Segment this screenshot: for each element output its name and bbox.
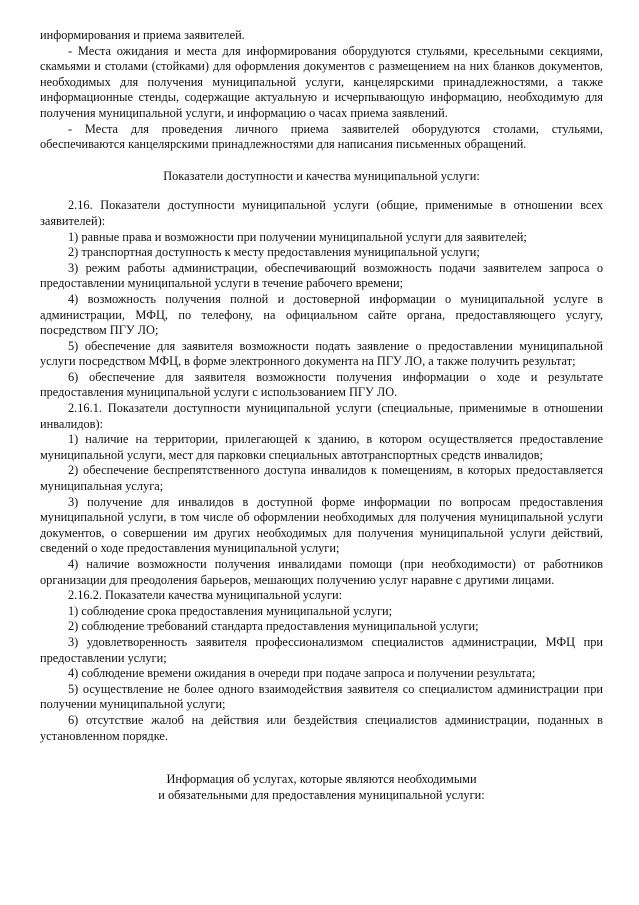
paragraph: 1) наличие на территории, прилегающей к зданию, в котором осуществляется предоставление муниципальной услуги, мест для парковки специальных автотранспортных средств инвалидов; (40, 432, 603, 462)
spacer (40, 744, 603, 772)
paragraph: 6) обеспечение для заявителя возможности получения информации о ходе и результате предоставления муниципальной услуги с использованием ПГУ ЛО. (40, 369, 603, 400)
paragraph: 5) обеспечение для заявителя возможности подать заявление о предоставлении муниципальной услуги посредством МФЦ, в форме электронного документа на ПГУ ЛО, а также получить результат; (40, 338, 603, 369)
document-page (40, 28, 603, 803)
paragraph: 2.16.1. Показатели доступности муниципальной услуги (специальные, применимые в отношении инвалидов): (40, 401, 603, 431)
paragraph: 2) соблюдение требований стандарта предоставления муниципальной услуги; (68, 619, 479, 634)
paragraph: 3) получение для инвалидов в доступной форме информации по вопросам предоставления муниципальной услуги, в том числе об оформлении необходимых для получения муниципальной услуги документов, о совершении им других необходимых для получения муниципальной услуги действий, сведений о ходе предоставления муниципальной услуги; (40, 494, 603, 556)
paragraph: - Места для проведения личного приема заявителей оборудуются столами, стульями, обеспечиваются канцелярскими принадлежностями для написания письменных обращений. (40, 121, 603, 152)
paragraph: 1) соблюдение срока предоставления муниципальной услуги; (68, 603, 393, 618)
paragraph: 2.16.2. Показатели качества муниципальной услуги: (68, 588, 342, 603)
paragraph: 3) режим работы администрации, обеспечивающий возможность подачи заявителем запроса о предоставлении муниципальной услуги в течение рабочего времени; (40, 260, 603, 291)
paragraph: 4) возможность получения полной и достоверной информации о муниципальной услуге в администрации, МФЦ, по телефону, на официальном сайте органа, предоставляющего услугу, посредством ПГУ ЛО; (40, 291, 603, 338)
paragraph: - Места ожидания и места для информирования оборудуются стульями, кресельными секциями, скамьями и столами (стойками) для оформления документов с размещением на них бланков документов, необходимых для получения муниципальной услуги, канцелярскими принадлежностями, а также информационные стенды, содержащие актуальную и исчерпывающую информацию, необходимую для получения муниципальной услуги, и информацию о часах приема заявлений. (40, 43, 603, 120)
spacer (40, 153, 603, 169)
paragraph: 1) равные права и возможности при получении муниципальной услуги для заявителей; (68, 229, 527, 244)
section-heading: Показатели доступности и качества муниципальной услуги: (163, 168, 480, 183)
paragraph: 2.16. Показатели доступности муниципальной услуги (общие, применимые в отношении всех заявителей): (40, 198, 603, 228)
paragraph: 3) удовлетворенность заявителя профессионализмом специалистов администрации, МФЦ при предоставлении услуги; (40, 634, 603, 665)
paragraph: 4) наличие возможности получения инвалидами помощи (при необходимости) от работников организации для преодоления барьеров, мешающих получению услуг наравне с другими лицами. (40, 557, 603, 587)
paragraph: информирования и приема заявителей. (40, 28, 245, 42)
spacer (40, 184, 603, 198)
paragraph: 6) отсутствие жалоб на действия или бездействия специалистов администрации, поданных в установленном порядке. (40, 712, 603, 743)
paragraph: 4) соблюдение времени ожидания в очереди при подаче запроса и получении результата; (68, 666, 536, 681)
section-heading: и обязательными для предоставления муниципальной услуги: (158, 787, 485, 802)
paragraph: 2) обеспечение беспрепятственного доступа инвалидов к помещениям, в которых предоставляется муниципальная услуга; (40, 463, 603, 494)
paragraph: 2) транспортная доступность к месту предоставления муниципальной услуги; (68, 245, 480, 260)
paragraph: 5) осуществление не более одного взаимодействия заявителя со специалистом администрации при получении муниципальной услуги; (40, 681, 603, 712)
section-heading: Информация об услугах, которые являются необходимыми (166, 772, 477, 787)
